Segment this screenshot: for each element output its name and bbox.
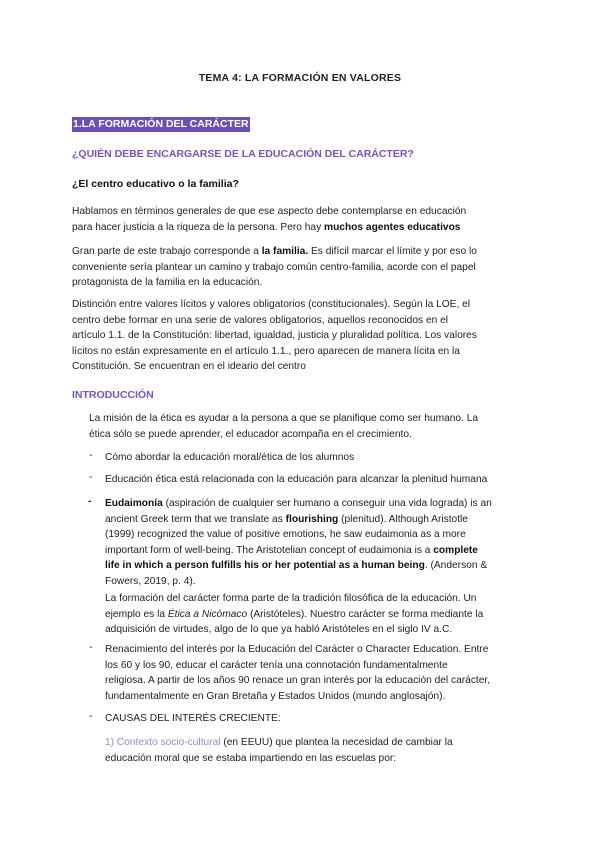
bullet-marker: - <box>89 642 93 653</box>
bullet-text: Educación ética está relacionada con la educación para alcanzar la plenitud humana <box>105 474 488 485</box>
paragraph-line: conveniente sería plantear un camino y trabajo común centro-familia, acorde con el papel <box>72 261 476 273</box>
paragraph-line: religiosa. A partir de los años 90 renace un gran interés por la educación del carácter, <box>105 675 491 686</box>
intro-heading: INTRODUCCIÓN <box>72 389 154 401</box>
paragraph-line: educación moral que se estaba impartiendo en las escuelas por: <box>105 752 397 764</box>
paragraph-line: Fowers, 2019, p. 4). <box>105 575 196 587</box>
bullet-marker: - <box>89 450 93 461</box>
paragraph-line: Distinción entre valores lícitos y valores obligatorios (constitucionales). Según la LOE, el <box>72 299 471 310</box>
bullet-text: CAUSAS DEL INTERÉS CRECIENTE: <box>105 713 281 724</box>
paragraph-line: protagonista de la familia en la educación. <box>72 277 263 288</box>
paragraph-4 <box>105 591 483 638</box>
bullet-item-3 <box>105 496 492 589</box>
paragraph-line: lícitos no están expresamente en el artículo 1.1., pero aparecen de manera lícita en la <box>72 345 460 357</box>
cause-label: 1) Contexto socio-cultural <box>105 737 221 748</box>
paragraph-line: La misión de la ética es ayudar a la persona a que se planifique como ser humano. La <box>89 413 479 424</box>
bullet-item-4 <box>105 642 490 704</box>
paragraph-1 <box>72 204 466 235</box>
paragraph-line: Hablamos en términos generales de que ese aspecto debe contemplarse en educación <box>72 206 467 217</box>
paragraph-line: adquisición de virtudes, algo de lo que ya habló Aristóteles en el siglo IV a.C. <box>105 624 453 635</box>
bullet-marker: - <box>89 711 93 722</box>
paragraph-line: Constitución. Se encuentran en el ideario del centro <box>72 361 306 372</box>
paragraph-line: para hacer justicia a la riqueza de la persona. Pero hay muchos agentes educativos <box>72 221 461 233</box>
paragraph-line: La formación del carácter forma parte de la tradición filosófica de la educación. Un <box>105 593 477 604</box>
paragraph-line: artículo 1.1. de la Constitución: libertad, igualdad, justicia y pluralidad política. Los valores <box>72 330 477 341</box>
paragraph-3 <box>72 297 477 375</box>
paragraph-line: los 60 y los 90, educar el carácter tenía una connotación fundamentalmente <box>105 659 448 671</box>
paragraph-line: Eudaimonía (aspiración de cualquier ser humano a conseguir una vida lograda) is an <box>105 498 492 509</box>
intro-paragraph <box>89 411 478 442</box>
paragraph-line: (1999) recognized the value of positive emotions, he saw eudaimonia as a more <box>105 529 466 540</box>
paragraph-line: fundamentalmente en Gran Bretaña y Estados Unidos (mundo anglosajón). <box>105 690 446 702</box>
paragraph-line: ancient Greek term that we translate as flourishing (plenitud). Although Aristotle <box>105 513 468 525</box>
paragraph-line: life in which a person fulfills his or her potential as a human being. (Anderson & <box>105 560 488 571</box>
paragraph-line: 1) Contexto socio-cultural (en EEUU) que plantea la necesidad de cambiar la <box>105 737 453 748</box>
paragraph-2 <box>72 244 477 291</box>
bullet-marker: - <box>88 496 92 507</box>
bullet-text: Cómo abordar la educación moral/ética de los alumnos <box>105 452 355 463</box>
paragraph-line: ejemplo es la Ética a Nicómaco (Aristóteles). Nuestro carácter se forma mediante la <box>105 608 484 620</box>
bullet-item-2 <box>105 472 487 488</box>
causes-paragraph <box>105 735 453 766</box>
bullet-item-5 <box>105 711 281 727</box>
bullet-marker: - <box>89 472 93 483</box>
paragraph-line: ética sólo se puede aprender, el educador acompaña en el crecimiento. <box>89 428 412 440</box>
paragraph-line: Renacimiento del interés por la Educación del Carácter o Character Education. Entre <box>105 644 489 655</box>
section-heading: 1.LA FORMACIÓN DEL CARÁCTER <box>73 118 249 130</box>
bullet-item-1 <box>105 450 354 466</box>
document-title: TEMA 4: LA FORMACIÓN EN VALORES <box>198 72 402 84</box>
question-heading: ¿QUIÉN DEBE ENCARGARSE DE LA EDUCACIÓN DEL CARÁCTER? <box>72 148 414 160</box>
paragraph-line: centro debe formar en una serie de valores obligatorios, aquellos reconocidos en el <box>72 314 449 326</box>
paragraph-line: Gran parte de este trabajo corresponde a la familia. Es difícil marcar el límite y por eso lo <box>72 246 477 257</box>
paragraph-line: important form of well-being. The Aristotelian concept of eudaimonia is a complete <box>105 544 478 556</box>
subheading: ¿El centro educativo o la familia? <box>72 178 239 190</box>
